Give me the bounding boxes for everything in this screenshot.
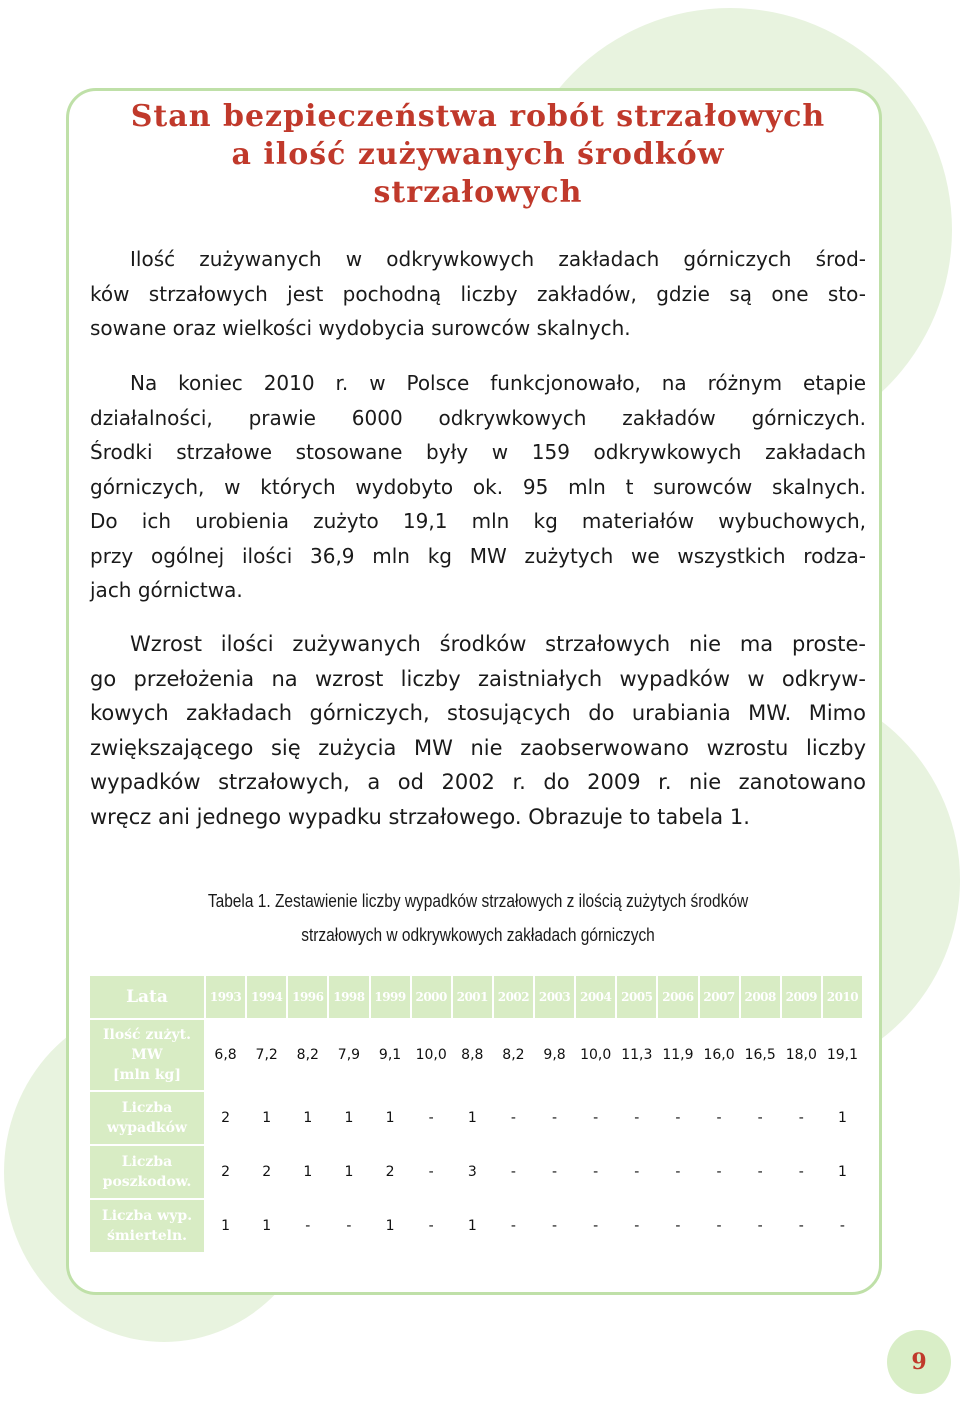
- value-cell: 9,1: [371, 1020, 410, 1090]
- data-table: [88, 974, 864, 1254]
- text-line: wręcz ani jednego wypadku strzałowego. Obrazuje to tabela 1.: [90, 804, 750, 829]
- text-line: sowane oraz wielkości wydobycia surowców skalnych.: [90, 316, 631, 340]
- year-cell: 1993: [206, 976, 245, 1018]
- value-cell: 1: [823, 1146, 862, 1198]
- text-line: Wzrost ilości zużywanych środków strzałowych nie ma proste-: [130, 632, 866, 656]
- value-cell: -: [700, 1092, 739, 1144]
- value-cell: 2: [206, 1092, 245, 1144]
- text-line: przy ogólnej ilości 36,9 mln kg MW zużytych we wszystkich rodza-: [90, 543, 866, 568]
- value-cell: 7,2: [247, 1020, 286, 1090]
- value-cell: -: [700, 1146, 739, 1198]
- value-cell: 1: [247, 1200, 286, 1252]
- title-line: Stan bezpieczeństwa robót strzałowych: [130, 99, 826, 134]
- row-label-line: [mln kg]: [113, 1067, 181, 1083]
- value-cell: 2: [206, 1146, 245, 1198]
- value-cell: -: [535, 1092, 574, 1144]
- text-line: działalności, prawie 6000 odkrywkowych zakładów górniczych.: [90, 405, 866, 430]
- page-title: [90, 98, 866, 212]
- value-cell: -: [782, 1200, 821, 1252]
- value-cell: -: [741, 1200, 780, 1252]
- row-label-line: MW: [131, 1047, 163, 1063]
- value-cell: 18,0: [782, 1020, 821, 1090]
- row-label-line: poszkodow.: [102, 1174, 192, 1190]
- value-cell: -: [288, 1200, 327, 1252]
- table-row: [90, 1092, 862, 1144]
- year-cell: 1998: [329, 976, 368, 1018]
- paragraph-3: [90, 627, 866, 834]
- value-cell: 6,8: [206, 1020, 245, 1090]
- value-cell: -: [412, 1146, 451, 1198]
- year-cell: 2002: [494, 976, 533, 1018]
- row-label-line: Liczba: [121, 1154, 173, 1170]
- value-cell: 2: [247, 1146, 286, 1198]
- row-label-line: Ilość zużyt.: [102, 1027, 192, 1043]
- value-cell: 1: [247, 1092, 286, 1144]
- text-line: zwiększającego się zużycia MW nie zaobserwowano wzrostu liczby: [90, 735, 866, 760]
- value-cell: 7,9: [329, 1020, 368, 1090]
- value-cell: 1: [288, 1092, 327, 1144]
- text-line: Na koniec 2010 r. w Polsce funkcjonowało, na różnym etapie: [130, 371, 866, 395]
- value-cell: 1: [371, 1200, 410, 1252]
- row-label-line: Liczba: [121, 1100, 173, 1116]
- row-label: [90, 1020, 204, 1090]
- page-number: 9: [911, 1349, 927, 1375]
- row-label: [90, 1146, 204, 1198]
- value-cell: -: [782, 1146, 821, 1198]
- year-cell: 2004: [576, 976, 615, 1018]
- text-line: jach górnictwa.: [90, 578, 243, 602]
- value-cell: -: [658, 1092, 697, 1144]
- table-caption: [153, 884, 803, 952]
- header-label-cell: Lata: [90, 976, 204, 1018]
- value-cell: -: [329, 1200, 368, 1252]
- value-cell: -: [617, 1200, 656, 1252]
- value-cell: 19,1: [823, 1020, 862, 1090]
- value-cell: 9,8: [535, 1020, 574, 1090]
- value-cell: -: [494, 1092, 533, 1144]
- value-cell: -: [494, 1146, 533, 1198]
- text-line: górniczych, w których wydobyto ok. 95 mln t surowców skalnych.: [90, 474, 866, 499]
- value-cell: -: [412, 1092, 451, 1144]
- year-cell: 1994: [247, 976, 286, 1018]
- value-cell: -: [617, 1092, 656, 1144]
- year-cell: 2007: [700, 976, 739, 1018]
- row-label: [90, 1200, 204, 1252]
- value-cell: -: [782, 1092, 821, 1144]
- value-cell: -: [617, 1146, 656, 1198]
- year-cell: 2005: [617, 976, 656, 1018]
- value-cell: 1: [371, 1092, 410, 1144]
- value-cell: 1: [453, 1200, 492, 1252]
- page-number-badge: [887, 1330, 951, 1394]
- value-cell: 1: [329, 1092, 368, 1144]
- value-cell: 10,0: [412, 1020, 451, 1090]
- text-line: go przełożenia na wzrost liczby zaistniałych wypadków w odkryw-: [90, 666, 866, 691]
- text-line: kowych zakładach górniczych, stosujących do urabiania MW. Mimo: [90, 701, 866, 725]
- value-cell: -: [576, 1146, 615, 1198]
- year-cell: 1996: [288, 976, 327, 1018]
- value-cell: 11,3: [617, 1020, 656, 1090]
- value-cell: -: [576, 1092, 615, 1144]
- value-cell: 2: [371, 1146, 410, 1198]
- year-cell: 2010: [823, 976, 862, 1018]
- value-cell: -: [576, 1200, 615, 1252]
- year-cell: 2003: [535, 976, 574, 1018]
- year-cell: 1999: [371, 976, 410, 1018]
- value-cell: -: [823, 1200, 862, 1252]
- value-cell: 8,8: [453, 1020, 492, 1090]
- year-cell: 2000: [412, 976, 451, 1018]
- year-cell: 2008: [741, 976, 780, 1018]
- caption-line: strzałowych w odkrywkowych zakładach górniczych: [301, 925, 655, 945]
- value-cell: -: [535, 1146, 574, 1198]
- year-cell: 2001: [453, 976, 492, 1018]
- value-cell: 8,2: [288, 1020, 327, 1090]
- row-label: [90, 1092, 204, 1144]
- text-line: ków strzałowych jest pochodną liczby zakładów, gdzie są one sto-: [90, 281, 866, 306]
- value-cell: 8,2: [494, 1020, 533, 1090]
- table-row: [90, 1020, 862, 1090]
- value-cell: -: [741, 1092, 780, 1144]
- row-label-line: śmierteln.: [106, 1228, 188, 1244]
- table-row: [90, 1146, 862, 1198]
- text-line: Środki strzałowe stosowane były w 159 odkrywkowych zakładach: [90, 440, 866, 464]
- value-cell: 1: [288, 1146, 327, 1198]
- value-cell: 1: [453, 1092, 492, 1144]
- value-cell: -: [535, 1200, 574, 1252]
- value-cell: -: [700, 1200, 739, 1252]
- title-line: strzałowych: [373, 175, 583, 210]
- value-cell: 3: [453, 1146, 492, 1198]
- value-cell: -: [658, 1200, 697, 1252]
- value-cell: -: [741, 1146, 780, 1198]
- value-cell: 11,9: [658, 1020, 697, 1090]
- paragraph-1: [90, 242, 866, 346]
- table-row: [90, 1200, 862, 1252]
- title-line: a ilość zużywanych środków: [231, 137, 725, 172]
- caption-line: Tabela 1. Zestawienie liczby wypadków strzałowych z ilością zużytych środków: [207, 891, 749, 911]
- paragraph-2: [90, 366, 866, 608]
- value-cell: 16,5: [741, 1020, 780, 1090]
- text-line: Ilość zużywanych w odkrywkowych zakładach górniczych środ-: [130, 247, 866, 271]
- value-cell: 1: [206, 1200, 245, 1252]
- value-cell: 1: [329, 1146, 368, 1198]
- value-cell: -: [412, 1200, 451, 1252]
- value-cell: 16,0: [700, 1020, 739, 1090]
- table-header-row: [90, 976, 862, 1018]
- year-cell: 2009: [782, 976, 821, 1018]
- year-cell: 2006: [658, 976, 697, 1018]
- row-label-line: Liczba wyp.: [101, 1208, 193, 1224]
- value-cell: -: [494, 1200, 533, 1252]
- text-line: wypadków strzałowych, a od 2002 r. do 2009 r. nie zanotowano: [90, 770, 866, 794]
- text-line: Do ich urobienia zużyto 19,1 mln kg materiałów wybuchowych,: [90, 509, 866, 533]
- row-label-line: wypadków: [107, 1120, 187, 1136]
- value-cell: -: [658, 1146, 697, 1198]
- value-cell: 1: [823, 1092, 862, 1144]
- value-cell: 10,0: [576, 1020, 615, 1090]
